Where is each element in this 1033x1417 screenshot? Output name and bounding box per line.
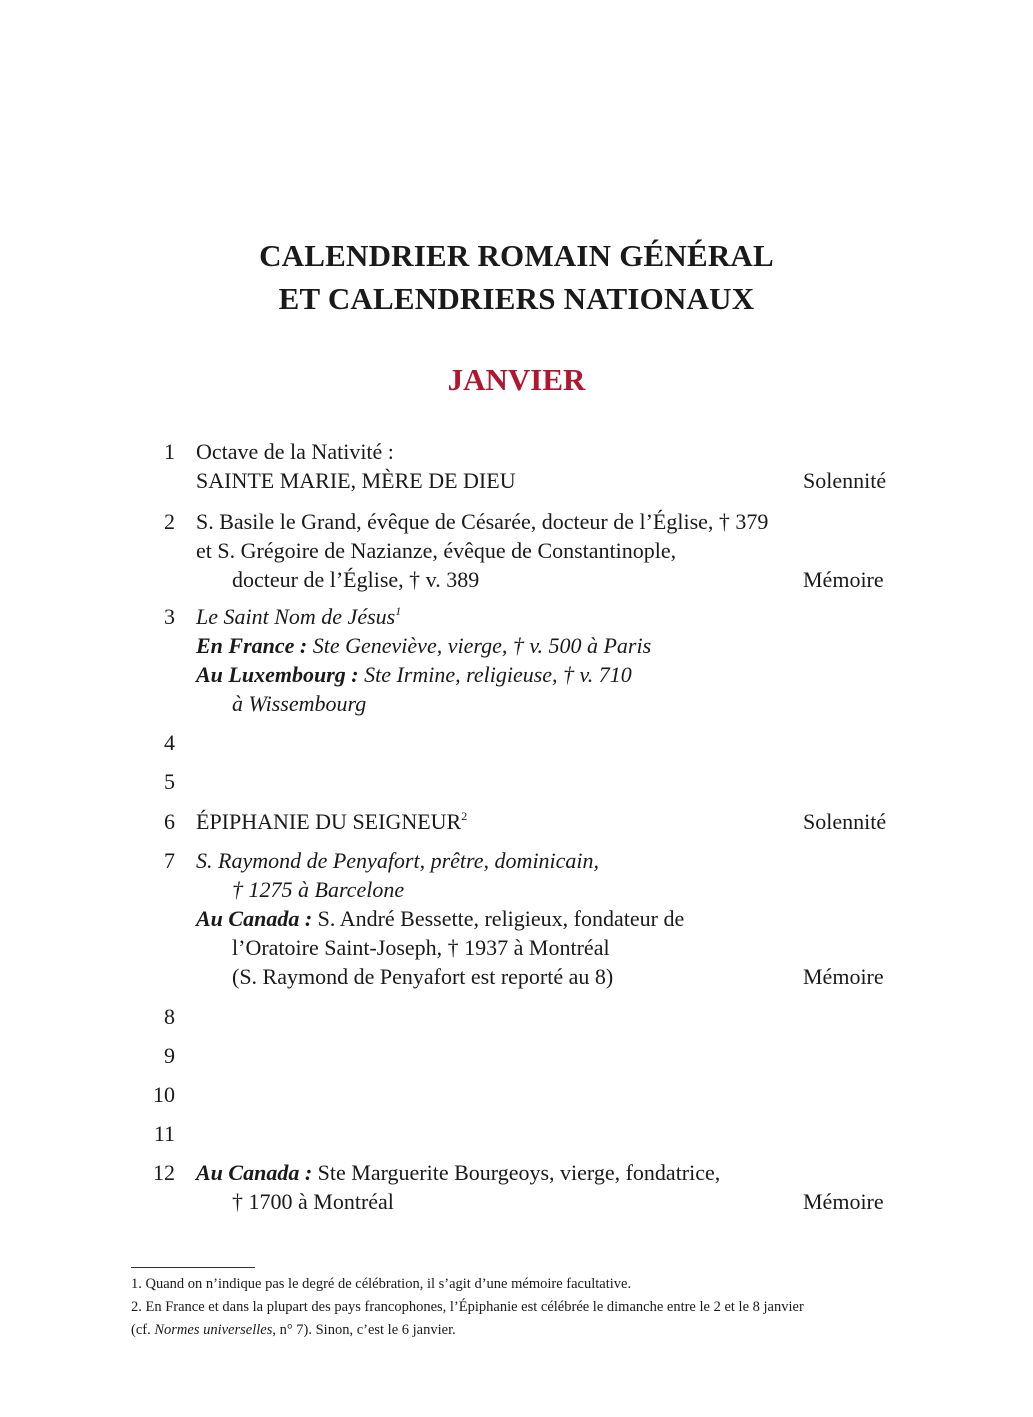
day-2-line1: S. Basile le Grand, évêque de Césarée, docteur de l’Église, † 379 xyxy=(196,509,769,534)
day-7-canada-text: S. André Bessette, religieux, fondateur de xyxy=(317,906,685,931)
day-1-rank: Solennité xyxy=(803,468,887,493)
day-number-9: 9 xyxy=(164,1043,175,1068)
day-3-title: Le Saint Nom de Jésus xyxy=(196,604,396,629)
day-number-5: 5 xyxy=(164,769,175,794)
day-2-line3: docteur de l’Église, † v. 389 xyxy=(232,567,480,592)
footnote-ref-1: 1 xyxy=(395,604,402,618)
day-12-canada xyxy=(196,1159,720,1187)
day-12-rank: Mémoire xyxy=(803,1189,884,1214)
day-6-line1 xyxy=(196,808,467,836)
day-number-11: 11 xyxy=(153,1121,175,1146)
footnote-ref-2: 2 xyxy=(461,809,468,823)
day-3-line1 xyxy=(196,603,401,631)
day-number-8: 8 xyxy=(164,1004,175,1029)
day-1-line1: Octave de la Nativité : xyxy=(196,439,394,464)
day-7-canada xyxy=(196,905,684,933)
day-number-4: 4 xyxy=(164,730,175,755)
day-6-rank: Solennité xyxy=(803,809,887,834)
day-number-7: 7 xyxy=(164,848,175,873)
footnote-2-pre: (cf. xyxy=(131,1322,155,1338)
footnote-separator xyxy=(131,1267,255,1268)
day-number-1: 1 xyxy=(164,439,175,464)
day-3-luxembourg xyxy=(196,661,632,689)
day-12-canada-text: Ste Marguerite Bourgeoys, vierge, fondatrice, xyxy=(317,1160,721,1185)
day-3-lux-label: Au Luxembourg : xyxy=(196,662,359,687)
day-1-line2: SAINTE MARIE, MÈRE DE DIEU xyxy=(196,468,516,493)
month-heading: JANVIER xyxy=(447,362,586,397)
day-number-6: 6 xyxy=(164,809,175,834)
day-12-line2: † 1700 à Montréal xyxy=(232,1189,394,1214)
day-3-france-label: En France : xyxy=(196,633,308,658)
day-3-lux-line2: à Wissembourg xyxy=(232,691,367,716)
day-number-3: 3 xyxy=(164,604,175,629)
day-7-line1: S. Raymond de Penyafort, prêtre, dominicain, xyxy=(196,848,600,873)
footnote-1: 1. Quand on n’indique pas le degré de célébration, il s’agit d’une mémoire facultative. xyxy=(131,1276,632,1292)
day-number-2: 2 xyxy=(164,509,175,534)
day-12-canada-label: Au Canada : xyxy=(196,1160,313,1185)
day-2-line2: et S. Grégoire de Nazianze, évêque de Constantinople, xyxy=(196,538,677,563)
page-title-line1: CALENDRIER ROMAIN GÉNÉRAL xyxy=(259,238,774,273)
page-title-line2: ET CALENDRIERS NATIONAUX xyxy=(278,281,755,316)
footnote-2-source: Normes universelles xyxy=(154,1322,273,1338)
day-3-france-text: Ste Geneviève, vierge, † v. 500 à Paris xyxy=(312,633,652,658)
day-7-line2: † 1275 à Barcelone xyxy=(232,877,405,902)
day-2-rank: Mémoire xyxy=(803,567,884,592)
day-3-lux-text: Ste Irmine, religieuse, † v. 710 xyxy=(364,662,632,687)
day-7-line4: l’Oratoire Saint-Joseph, † 1937 à Montréal xyxy=(232,935,610,960)
day-7-rank: Mémoire xyxy=(803,964,884,989)
day-3-france xyxy=(196,632,651,660)
day-number-10: 10 xyxy=(153,1082,175,1107)
footnote-2-line2 xyxy=(131,1319,456,1341)
day-6-title: ÉPIPHANIE DU SEIGNEUR xyxy=(196,809,462,834)
footnote-2-line1: 2. En France et dans la plupart des pays francophones, l’Épiphanie est célébrée le dimanche entre le 2 et le 8 janvier xyxy=(131,1299,804,1315)
day-number-12: 12 xyxy=(153,1160,175,1185)
footnote-2-post: , n° 7). Sinon, c’est le 6 janvier. xyxy=(272,1322,456,1338)
day-7-canada-label: Au Canada : xyxy=(196,906,313,931)
day-7-line5: (S. Raymond de Penyafort est reporté au 8) xyxy=(232,964,614,989)
